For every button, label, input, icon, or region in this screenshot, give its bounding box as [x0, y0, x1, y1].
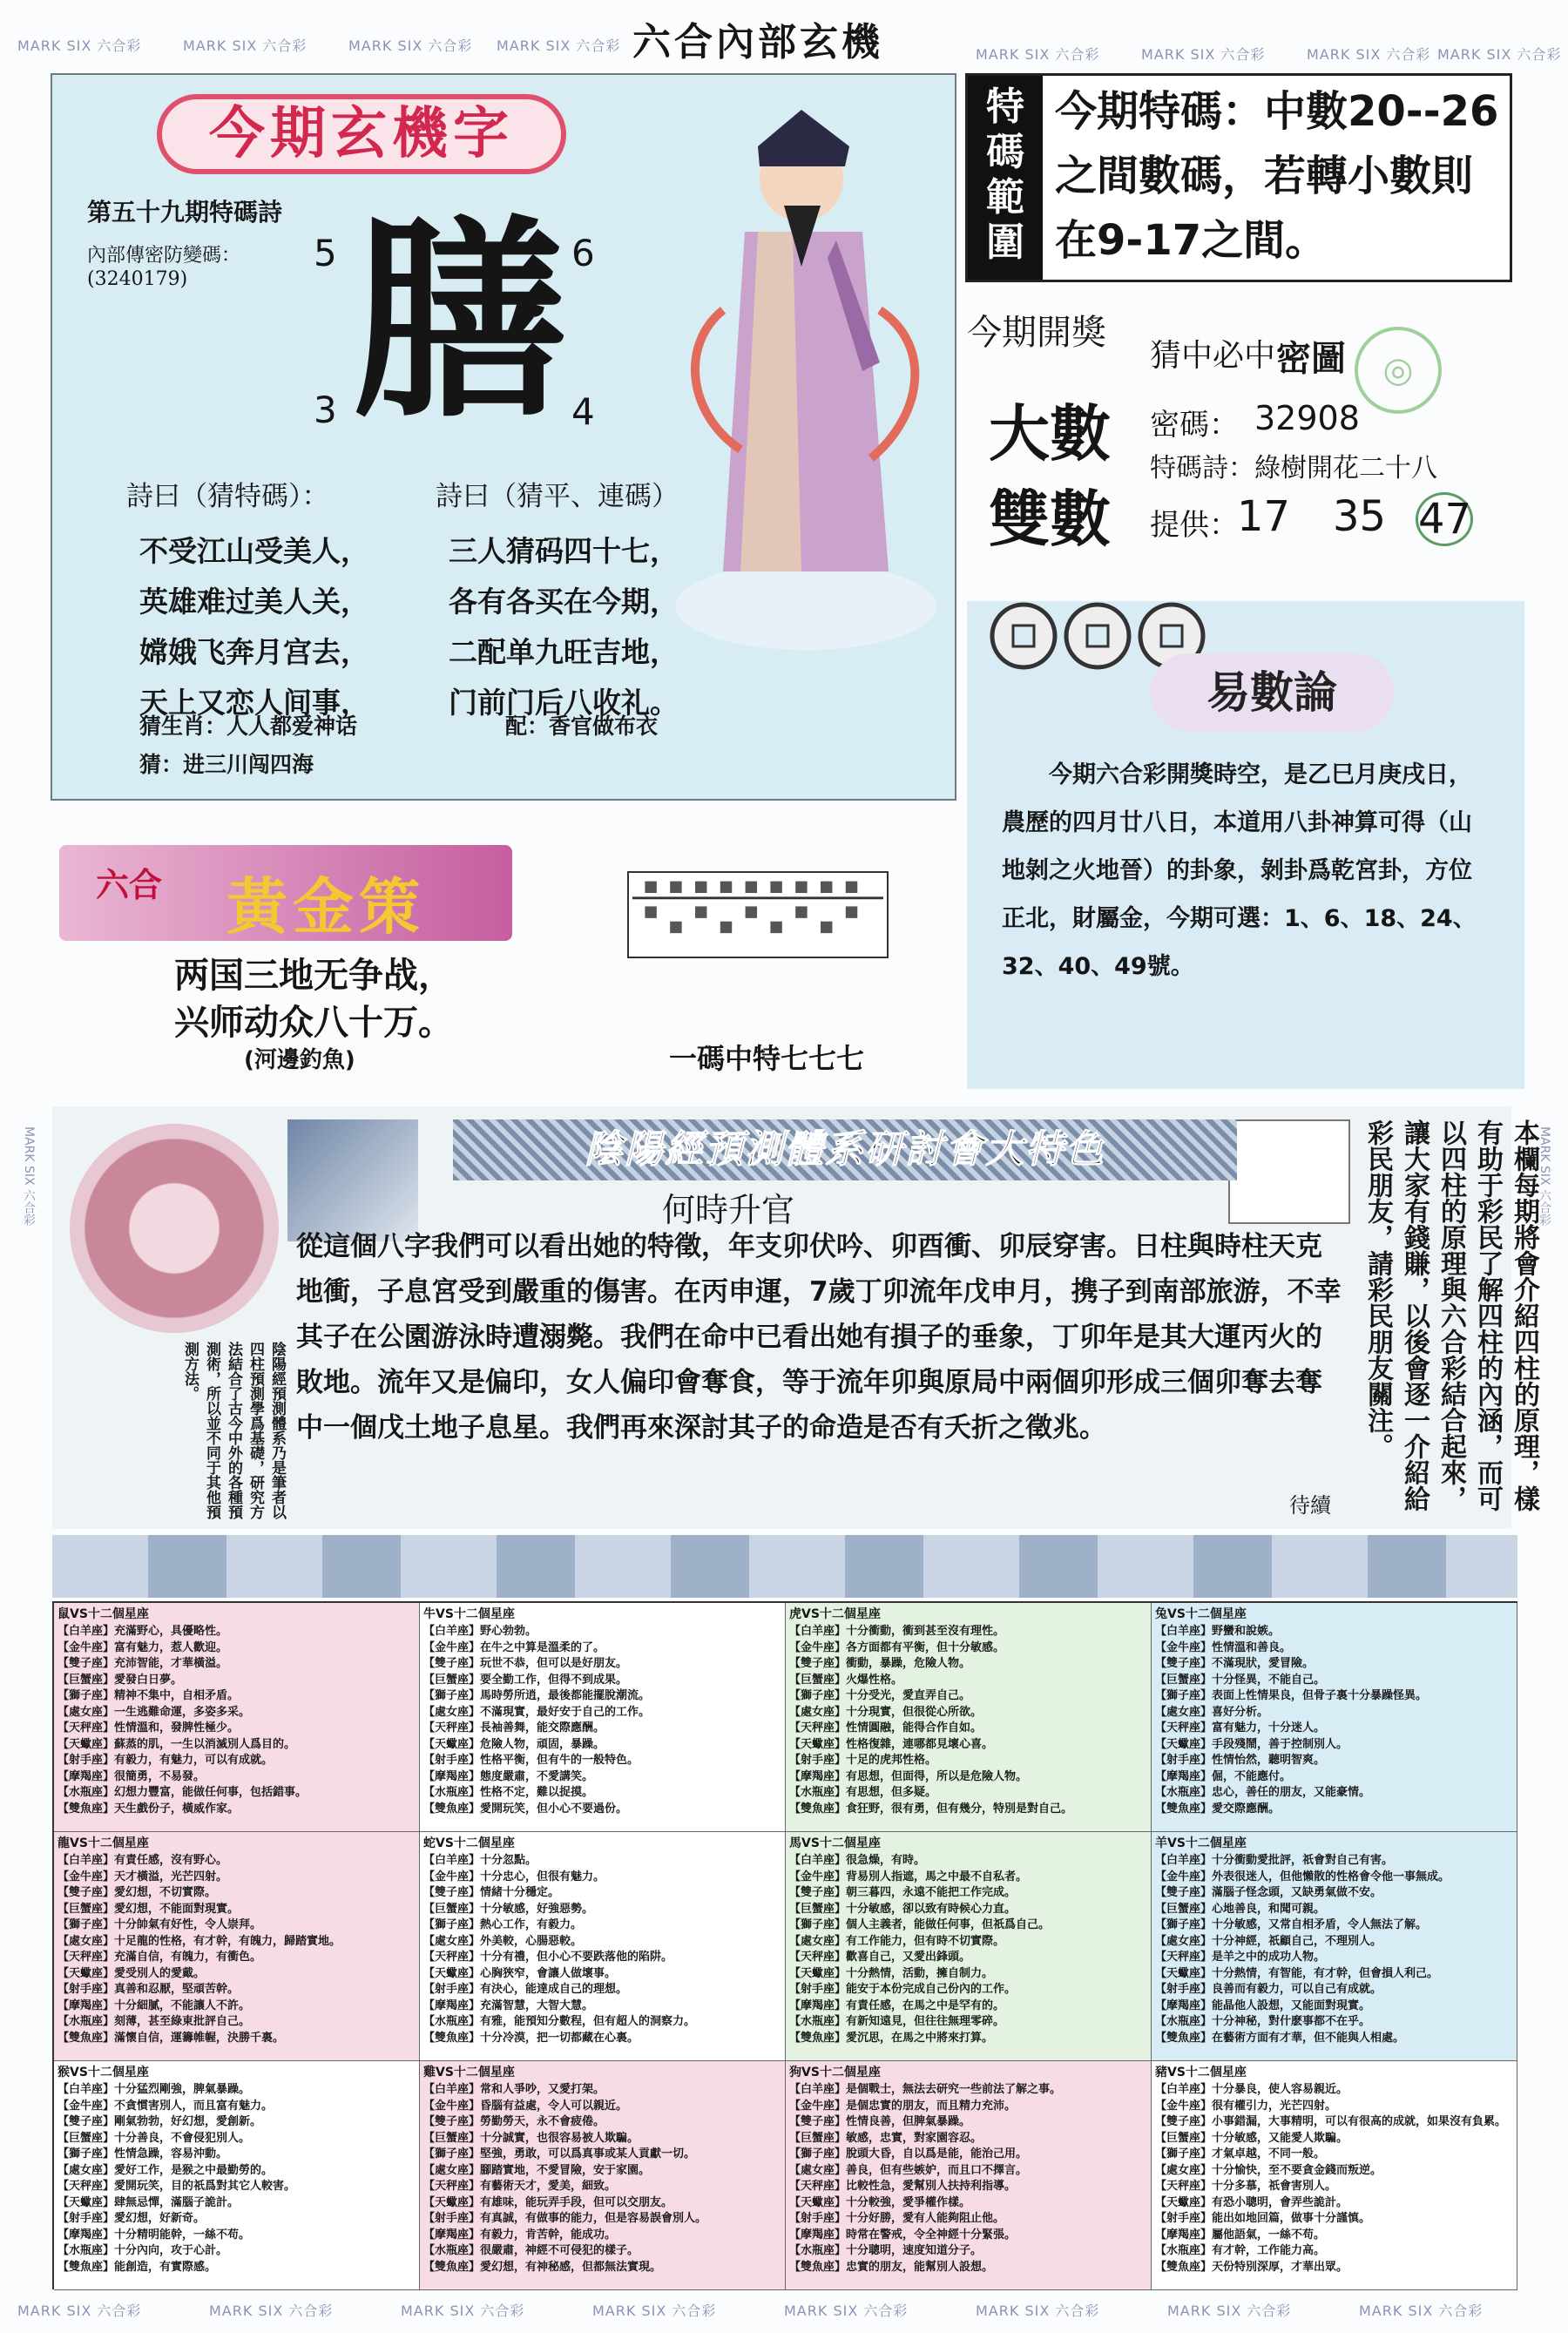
zodiac-cell: 羊VS十二個星座 【白羊座】十分衝動愛批評，祇會對自己有害。 【金牛座】外表很迷人，但他懶散的性格會令他一事無成。 【雙子座】滿腦子怪念頭，又缺勇氣做不安。 【巨蟹座】心地善良，和聞可親。 【獅子座】十分敏感，又常自相矛盾，令人無法了解。 【處女座】十分神經，祇顧自己，不理別人。 【天秤座】是羊之中的成功人物。 【天蠍座】十分熱情，有智能，有才幹，但會損人利己。 【射手座】良善而有毅力，可以自己有成就。 【摩羯座】能晶他人設想，又能面對現實。 【水瓶座】十分神秘，對什麽事都不在乎。 【雙魚座】在藝術方面有才華，但不能與人相處。	[1152, 1832, 1517, 2061]
provide-label: 提供：	[1150, 508, 1239, 543]
sage-figure-illustration	[662, 84, 950, 659]
special-code-range-box	[965, 73, 1512, 282]
password-label: 密碼：	[1150, 408, 1239, 443]
watermark-top: MARK SIX 六合彩	[1437, 46, 1562, 63]
pei-line: 配：香官做布衣	[505, 713, 659, 739]
range-text: 今期特碼：中數20--26之間數碼，若轉小數則在9-17之間。	[1055, 87, 1499, 265]
zodiac-cell: 雞VS十二個星座 【白羊座】常和人爭吵，又愛打架。 【金牛座】昏腦有益處，令人可以親近。 【雙子座】勞勤勞天，永不會疲倦。 【巨蟹座】十分誠實，也很容易被人欺騙。 【獅子座】堅強，勇敢，可以爲真事或某人貢獻一切。 【處女座】腳踏實地，不愛冒險，安于家園。 【天秤座】有藝術天才，愛美，細致。 【天蠍座】有雄味，能玩弄手段，但可以交朋友。 【射手座】有真誠，有做事的能力，但是容易誤會別人。 【摩羯座】有毅力，肯苦幹，能成功。 【水瓶座】很嚴肅，神經不可侵犯的樣子。 【雙魚座】愛幻想，有神秘感，但都無法實現。	[420, 2061, 786, 2290]
watermark-side-left: MARK SIX 六合彩	[22, 1126, 36, 1227]
watermark-top: MARK SIX 六合彩	[1307, 46, 1431, 63]
one-code-special: 一碼中特七七七	[668, 1042, 864, 1075]
watermark-bottom: MARK SIX 六合彩	[592, 2303, 717, 2319]
big-number-hint: 大數	[989, 398, 1111, 470]
guess-line: 猜中必中	[1150, 338, 1276, 374]
zodiac-cell: 兔VS十二個星座 【白羊座】野蠻和說嫉。 【金牛座】性情溫和善良。 【雙子座】不滿現狀，愛冒險。 【巨蟹座】十分怪異，不能自己。 【獅子座】表面上性情果良，但骨子裏十分暴躁怪異。 【處女座】喜好分析。 【天秤座】富有魅力，十分迷人。 【天蠍座】手段殘鬧，善于控制別人。 【射手座】性情怡然，聽明智爽。 【摩羯座】倔，不能應付。 【水瓶座】忠心，善任的朋友，又能豪情。 【雙魚座】愛交際應酬。	[1152, 1603, 1517, 1832]
watermark-bottom: MARK SIX 六合彩	[1359, 2303, 1484, 2319]
secret-map-label: 密圖	[1276, 339, 1346, 379]
guess-zodiac: 猜生肖：人人都爱神话	[139, 713, 358, 739]
zodiac-table	[52, 1601, 1517, 2289]
special-poem: 特碼詩：綠樹開花二十八	[1150, 453, 1437, 484]
watermark-top: MARK SIX 六合彩	[497, 37, 621, 54]
zodiac-animal-strip	[52, 1535, 1517, 1598]
article-title: 陰陽經預測體系研討會大特色	[453, 1119, 1237, 1180]
zodiac-cell: 豬VS十二個星座 【白羊座】十分暴良，使人容易親近。 【金牛座】很有權引力，光芒四射。 【雙子座】小事錯漏，大事精明，可以有很高的成就，如果沒有負累。 【巨蟹座】十分敏感，又能愛人欺騙。 【獅子座】才氣卓越，不同一般。 【處女座】十分愉快，至不要貪金錢而叛逆。 【天秤座】十分多慕，祇會害別人。 【天蠍座】有恐小聰明，會弄些詭計。 【射手座】能出如地回篇，做事十分謹慎。 【摩羯座】屬他語氣，一絲不苟。 【水瓶座】有才幹，工作能力高。 【雙魚座】天份特別深厚，才華出眾。	[1152, 2061, 1517, 2290]
corner-number: 3	[314, 389, 337, 431]
method-intro: 陰陽經預測體系乃是筆者以四柱預測學爲基礎，研究方法結合了古今中外的各種預測術，所以並不同于其他預測方法。	[181, 1342, 286, 1519]
watermark-top: MARK SIX 六合彩	[183, 37, 308, 54]
corner-number: 4	[571, 390, 595, 433]
gold-label: 六合	[96, 866, 163, 904]
page-title: 六合內部玄機	[632, 20, 883, 64]
zodiac-cell: 龍VS十二個星座 【白羊座】有責任感，沒有野心。 【金牛座】天才橫溢，光芒四射。 【雙子座】愛幻想，不切實際。 【巨蟹座】愛幻想，不能面對現實。 【獅子座】十分帥氣有好性，令人崇拜。 【處女座】十足龍的性格，有才幹，有魄力，歸踏實地。 【天秤座】充滿自信，有魄力，有衝色。 【天蠍座】愛受別人的愛戴。 【射手座】真善和忍厭，堅頑苦幹。 【摩羯座】十分細膩，不能讓人不許。 【水瓶座】刻薄，甚至綠東批評自己。 【雙魚座】滿懷自信，運籌帷幄，決勝千裏。	[54, 1832, 420, 2061]
watermark-bottom: MARK SIX 六合彩	[784, 2303, 909, 2319]
watermark-top: MARK SIX 六合彩	[1141, 46, 1266, 63]
chart-thumbnail	[1228, 1119, 1350, 1224]
seal-icon: ◎	[1355, 327, 1442, 414]
poem-right: 三人猜码四十七， 各有各买在今期， 二配单九旺吉地， 门前门后八收礼。	[449, 534, 679, 720]
recommended-number: 35	[1333, 492, 1387, 541]
column-intro: 本欄每期將會介紹四柱的原理，樣有助于彩民了解四柱的內涵，而可以四柱的原理與六合彩結合起來，讓大家有錢賺，以後會逐一介紹給彩民朋友，請彩民朋友關注。	[1362, 1119, 1539, 1511]
article-photo	[287, 1119, 418, 1241]
even-number-hint: 雙數	[989, 484, 1111, 555]
poem-left: 不受江山受美人， 英雄难过美人关， 嫦娥飞奔月宫去， 天上又恋人间事，	[139, 534, 369, 720]
gold-line-1: 两国三地无争战，	[174, 956, 453, 996]
corner-number: 5	[314, 232, 337, 274]
watermark-top-left: MARK SIX 六合彩	[17, 37, 142, 54]
to-be-continued: 待續	[1289, 1493, 1331, 1518]
compass-disc-illustration	[70, 1124, 279, 1333]
recommended-number: 47	[1416, 492, 1473, 546]
mystery-banner: 今期玄機字	[157, 94, 566, 174]
secret-note: 內部傳密防變碼：	[87, 245, 241, 267]
watermark-bottom: MARK SIX 六合彩	[209, 2303, 334, 2319]
secret-code: (3240179)	[87, 268, 188, 290]
article-body: 從這個八字我們可以看出她的特徵，年支卯伏吟、卯酉衝、卯辰穿害。日柱與時柱天克地衝，子息宮受到嚴重的傷害。在丙申運，7歲丁卯流年戊申月，携子到南部旅游，不幸其子在公園游泳時遭溺斃。我們在命中已看出她有損子的垂象，丁卯年是其大運丙火的敗地。流年又是偏印，女人偏印會奪食，等于流年卯與原局中兩個卯形成三個卯奪去奪中一個戊土地子息星。我們再來深討其子的命造是否有夭折之徵兆。	[296, 1231, 1342, 1444]
yishu-body: 今期六合彩開獎時空，是乙巳月庚戌日，農歷的四月廿八日，本道用八卦神算可得（山地剝之火地晉）的卦象，剝卦爲乾宮卦，方位正北，財屬金，今期可選：1、6、18、24、32、40、49號。	[1002, 761, 1477, 980]
watermark-top: MARK SIX 六合彩	[976, 46, 1100, 63]
zodiac-cell: 牛VS十二個星座 【白羊座】野心勃勃。 【金牛座】在牛之中算是溫柔的了。 【雙子座】玩世不恭，但可以是好朋友。 【巨蟹座】要全勤工作，但得不到成果。 【獅子座】馬時勞所逍，最後都能擺脫潮流。 【處女座】不滿現實，最好安于自己的工作。 【天秤座】長袖善舞，能交際應酬。 【天蠍座】危險人物，頑固，暴躁。 【射手座】性格平衡，但有牛的一般特色。 【摩羯座】態度嚴肅，不愛講笑。 【水瓶座】性格不定，難以捉摸。 【雙魚座】愛開玩笑，但小心不要過份。	[420, 1603, 786, 1832]
poem-title: 第五十九期特碼詩	[87, 198, 283, 227]
guess-line: 猜：进三川闯四海	[139, 752, 314, 777]
gold-author: (河邊釣魚)	[244, 1047, 355, 1073]
watermark-bottom: MARK SIX 六合彩	[17, 2303, 142, 2319]
corner-number: 6	[571, 232, 595, 274]
poem-left-heading: 詩曰（猜特碼）：	[126, 481, 329, 512]
range-side-label: 特碼範圍	[968, 76, 1043, 280]
zodiac-cell: 馬VS十二個星座 【白羊座】很急燥，有時。 【金牛座】背易別人指遮，馬之中最不自私者。 【雙子座】朝三暮四，永遠不能把工作完成。 【巨蟹座】十分敏感，卻以致有時候心力直。 【獅子座】個人主義者，能做任何事，但祇爲自己。 【處女座】有工作能力，但有時不切實際。 【天秤座】歡喜自己，又愛出鋒頭。 【天蠍座】十分熱情，活動，擁自制力。 【射手座】能安于本份完成自己份內的工作。 【摩羯座】有責任感，在馬之中是罕有的。 【水瓶座】有新知遠見，但往往無理零碎。 【雙魚座】愛沉思，在馬之中將來打算。	[786, 1832, 1152, 2061]
watermark-side-right: MARK SIX 六合彩	[1538, 1126, 1551, 1227]
yishu-title: 易數論	[1150, 653, 1394, 732]
gold-title: 黃金策	[226, 871, 425, 943]
recommended-number: 17	[1237, 492, 1291, 541]
zodiac-cell: 猴VS十二個星座 【白羊座】十分猛烈剛強，脾氣暴躁。 【金牛座】不貪慣害別人，而且富有魅力。 【雙子座】剛氣勃勃，好幻想，愛創新。 【巨蟹座】十分善良，不會侵犯別人。 【獅子座】性情急躁，容易沖動。 【處女座】愛好工作，是猴之中最勤勞的。 【天秤座】愛開玩笑，目的祇爲對其它人較害。 【天蠍座】肆無忌憚，滿腦子詭計。 【射手座】愛幻想，好新奇。 【摩羯座】十分精明能幹，一絲不苟。 【水瓶座】十分內向，攻于心計。 【雙魚座】能創造，有實際感。	[54, 2061, 420, 2290]
watermark-bottom: MARK SIX 六合彩	[976, 2303, 1100, 2319]
zodiac-cell: 蛇VS十二個星座 【白羊座】十分忽點。 【金牛座】十分忠心，但很有魅力。 【雙子座】情緒十分穩定。 【巨蟹座】十分敏感，好強惡勢。 【獅子座】熱心工作，有毅力。 【處女座】外美較，心腸惡較。 【天秤座】十分有禮，但小心不要跌落他的陷阱。 【天蠍座】心胸狹窄，會讓人做壞事。 【射手座】有決心，能達成自己的理想。 【摩羯座】充滿智慧，大智大慧。 【水瓶座】有雅，能預知分數程，但有超人的洞察力。 【雙魚座】十分冷漠，把一切都藏在心裏。	[420, 1832, 786, 2061]
poem-right-heading: 詩曰（猜平、連碼）	[436, 481, 679, 512]
watermark-bottom: MARK SIX 六合彩	[1167, 2303, 1292, 2319]
zodiac-cell: 鼠VS十二個星座 【白羊座】充滿野心，具優略性。 【金牛座】富有魅力，惹人歡迎。 【雙子座】充沛智能，才華橫溢。 【巨蟹座】愛發白日夢。 【獅子座】精神不集中，自相矛盾。 【處女座】一生逃難命運，多姿多采。 【天秤座】性情溫和，發脾性極少。 【天蠍座】蘇蒸的肌，一生以消滅別人爲目的。 【射手座】有毅力，有魅力，可以有成就。 【摩羯座】很簡勇，不易發。 【水瓶座】幻想力豐富，能做任何事，包括錯事。 【雙魚座】天生戲份子，橫威作家。	[54, 1603, 420, 1832]
watermark-top: MARK SIX 六合彩	[348, 37, 473, 54]
mystery-character: 膳	[353, 195, 566, 446]
abacus-icon	[627, 871, 889, 958]
gold-line-2: 兴师动众八十万。	[174, 1003, 453, 1043]
mystery-character-panel	[51, 73, 956, 801]
zodiac-cell: 狗VS十二個星座 【白羊座】是個戰士，無法去研究一些前法了解之事。 【金牛座】是個忠實的朋友，而且精力充沛。 【雙子座】性情良善，但脾氣暴躁。 【巨蟹座】敏感，忠實，對家園容忍。 【獅子座】脫頭大昏，自以爲是能，能治己用。 【處女座】善良，但有些嫉妒，而且口不擇言。 【天秤座】比較性急，愛幫別人扶持利指導。 【天蠍座】十分較強，愛爭權作樣。 【射手座】十分好勝，愛有人能夠阻止他。 【摩羯座】時常在警戒，令全神經十分緊張。 【水瓶座】十分聰明，速度知道分子。 【雙魚座】忠實的朋友，能幫別人設想。	[786, 2061, 1152, 2290]
draw-title: 今期開獎	[967, 313, 1106, 353]
zodiac-cell: 虎VS十二個星座 【白羊座】十分衝動，衝到甚至沒有理性。 【金牛座】各方面都有平衡，但十分敏感。 【雙子座】衝動，暴躁，危險人物。 【巨蟹座】火爆性格。 【獅子座】十分受光，愛直弄自己。 【處女座】十分現實，但很從心所欲。 【天秤座】性情圓融，能得合作自如。 【天蠍座】性格復雜，連哪都見壞心喜。 【射手座】十足的虎邦性格。 【摩羯座】有思想，但面得，所以是危險人物。 【水瓶座】有思想，但多疑。 【雙魚座】食狂野，很有勇，但有幾分，特別是對自己。	[786, 1603, 1152, 1832]
password-value: 32908	[1254, 399, 1360, 437]
article-subtitle: 何時升官	[662, 1191, 795, 1229]
watermark-bottom: MARK SIX 六合彩	[401, 2303, 525, 2319]
